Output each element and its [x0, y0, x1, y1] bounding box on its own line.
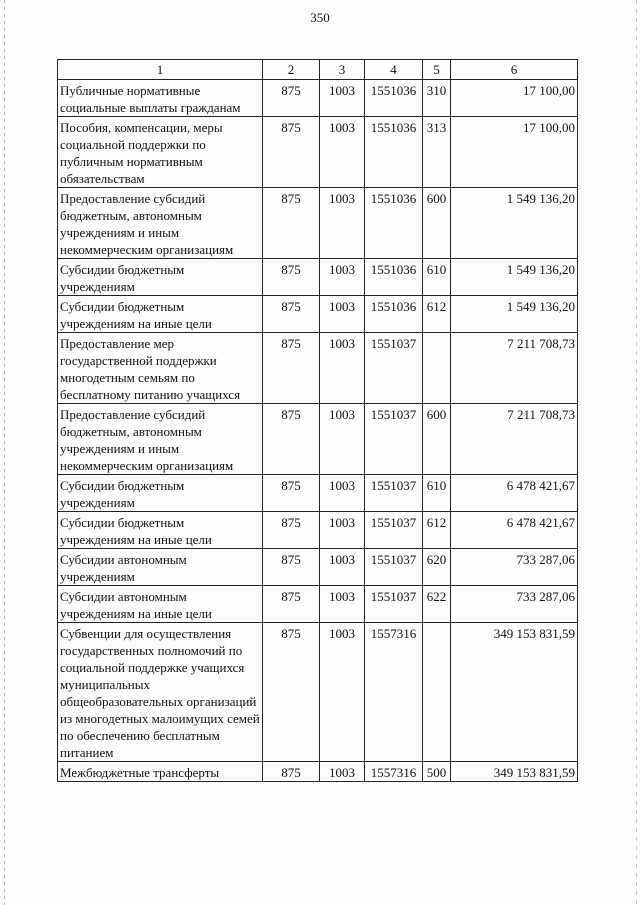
row-amount-cell: 733 287,06	[451, 586, 578, 623]
row-amount-cell: 1 549 136,20	[451, 188, 578, 259]
row-code-cell: 1003	[320, 512, 365, 549]
row-amount-cell: 1 549 136,20	[451, 296, 578, 333]
row-code-cell: 875	[263, 404, 320, 475]
row-code-cell: 875	[263, 259, 320, 296]
row-code-cell: 875	[263, 296, 320, 333]
row-amount-cell: 17 100,00	[451, 80, 578, 117]
budget-table	[57, 59, 578, 782]
row-amount-cell: 17 100,00	[451, 117, 578, 188]
row-code-cell: 875	[263, 512, 320, 549]
row-code-cell: 1557316	[365, 623, 423, 762]
row-code-cell: 1003	[320, 80, 365, 117]
row-code-cell: 1551037	[365, 475, 423, 512]
row-name-cell: Предоставление мер государственной поддержки многодетным семьям по бесплатному питанию учащихся	[58, 333, 263, 404]
column-header: 6	[451, 60, 578, 80]
row-name-cell: Предоставление субсидий бюджетным, автономным учреждениям и иным некоммерческим организациям	[58, 404, 263, 475]
row-amount-cell: 7 211 708,73	[451, 404, 578, 475]
table-row	[58, 333, 578, 404]
row-code-cell: 1551036	[365, 80, 423, 117]
row-code-cell: 1551037	[365, 586, 423, 623]
table-row	[58, 404, 578, 475]
row-code-cell: 1003	[320, 586, 365, 623]
row-code-cell: 1551037	[365, 404, 423, 475]
row-amount-cell: 6 478 421,67	[451, 475, 578, 512]
column-header: 1	[58, 60, 263, 80]
row-name-cell: Пособия, компенсации, меры социальной поддержки по публичным нормативным обязательствам	[58, 117, 263, 188]
table-row	[58, 117, 578, 188]
table-row	[58, 259, 578, 296]
row-code-cell: 612	[423, 512, 451, 549]
row-name-cell: Субсидии бюджетным учреждениям на иные цели	[58, 512, 263, 549]
table-row	[58, 512, 578, 549]
table-row	[58, 188, 578, 259]
row-code-cell: 875	[263, 586, 320, 623]
row-code-cell: 1003	[320, 259, 365, 296]
row-code-cell: 620	[423, 549, 451, 586]
row-code-cell: 612	[423, 296, 451, 333]
row-amount-cell: 349 153 831,59	[451, 623, 578, 762]
row-code-cell: 875	[263, 188, 320, 259]
row-code-cell: 875	[263, 549, 320, 586]
row-amount-cell: 1 549 136,20	[451, 259, 578, 296]
page-number: 350	[310, 10, 330, 25]
scan-edge-right	[636, 0, 637, 905]
table-row	[58, 762, 578, 782]
row-code-cell: 1003	[320, 333, 365, 404]
scan-edge-left	[4, 0, 5, 905]
row-amount-cell: 733 287,06	[451, 549, 578, 586]
column-header: 5	[423, 60, 451, 80]
row-name-cell: Публичные нормативные социальные выплаты гражданам	[58, 80, 263, 117]
row-name-cell: Субсидии автономным учреждениям на иные цели	[58, 586, 263, 623]
row-code-cell: 610	[423, 475, 451, 512]
row-code-cell: 600	[423, 188, 451, 259]
row-code-cell: 622	[423, 586, 451, 623]
row-code-cell: 1551036	[365, 117, 423, 188]
table-row	[58, 475, 578, 512]
row-code-cell	[423, 623, 451, 762]
column-header: 3	[320, 60, 365, 80]
row-code-cell: 875	[263, 333, 320, 404]
row-code-cell: 875	[263, 623, 320, 762]
row-code-cell: 1003	[320, 623, 365, 762]
row-code-cell: 313	[423, 117, 451, 188]
row-amount-cell: 6 478 421,67	[451, 512, 578, 549]
row-name-cell: Субсидии бюджетным учреждениям	[58, 475, 263, 512]
row-amount-cell: 7 211 708,73	[451, 333, 578, 404]
row-code-cell: 1551036	[365, 259, 423, 296]
row-code-cell: 500	[423, 762, 451, 782]
row-code-cell: 875	[263, 117, 320, 188]
row-name-cell: Субсидии бюджетным учреждениям на иные цели	[58, 296, 263, 333]
table-row	[58, 296, 578, 333]
row-code-cell: 1003	[320, 188, 365, 259]
row-code-cell: 1551036	[365, 296, 423, 333]
row-name-cell: Предоставление субсидий бюджетным, автономным учреждениям и иным некоммерческим организациям	[58, 188, 263, 259]
row-code-cell: 1003	[320, 549, 365, 586]
row-code-cell: 610	[423, 259, 451, 296]
table-row	[58, 549, 578, 586]
table-row	[58, 623, 578, 762]
row-code-cell: 1551037	[365, 512, 423, 549]
row-code-cell: 875	[263, 475, 320, 512]
row-code-cell: 1003	[320, 296, 365, 333]
row-code-cell: 1003	[320, 475, 365, 512]
row-amount-cell: 349 153 831,59	[451, 762, 578, 782]
row-code-cell: 875	[263, 762, 320, 782]
table-row	[58, 80, 578, 117]
row-code-cell: 1557316	[365, 762, 423, 782]
row-name-cell: Межбюджетные трансферты	[58, 762, 263, 782]
column-header: 4	[365, 60, 423, 80]
row-code-cell: 1551037	[365, 549, 423, 586]
row-code-cell: 1003	[320, 762, 365, 782]
row-code-cell	[423, 333, 451, 404]
row-code-cell: 1003	[320, 117, 365, 188]
row-code-cell: 600	[423, 404, 451, 475]
row-code-cell: 875	[263, 80, 320, 117]
row-code-cell: 310	[423, 80, 451, 117]
table-row	[58, 586, 578, 623]
row-code-cell: 1551036	[365, 188, 423, 259]
row-name-cell: Субсидии автономным учреждениям	[58, 549, 263, 586]
column-header: 2	[263, 60, 320, 80]
row-name-cell: Субвенции для осуществления государственных полномочий по социальной поддержке учащихся муниципальных общеобразовательных организаций из многодетных малоимущих семей по обеспечению бесплатным питанием	[58, 623, 263, 762]
table-header-row	[58, 60, 578, 80]
row-code-cell: 1003	[320, 404, 365, 475]
row-name-cell: Субсидии бюджетным учреждениям	[58, 259, 263, 296]
row-code-cell: 1551037	[365, 333, 423, 404]
